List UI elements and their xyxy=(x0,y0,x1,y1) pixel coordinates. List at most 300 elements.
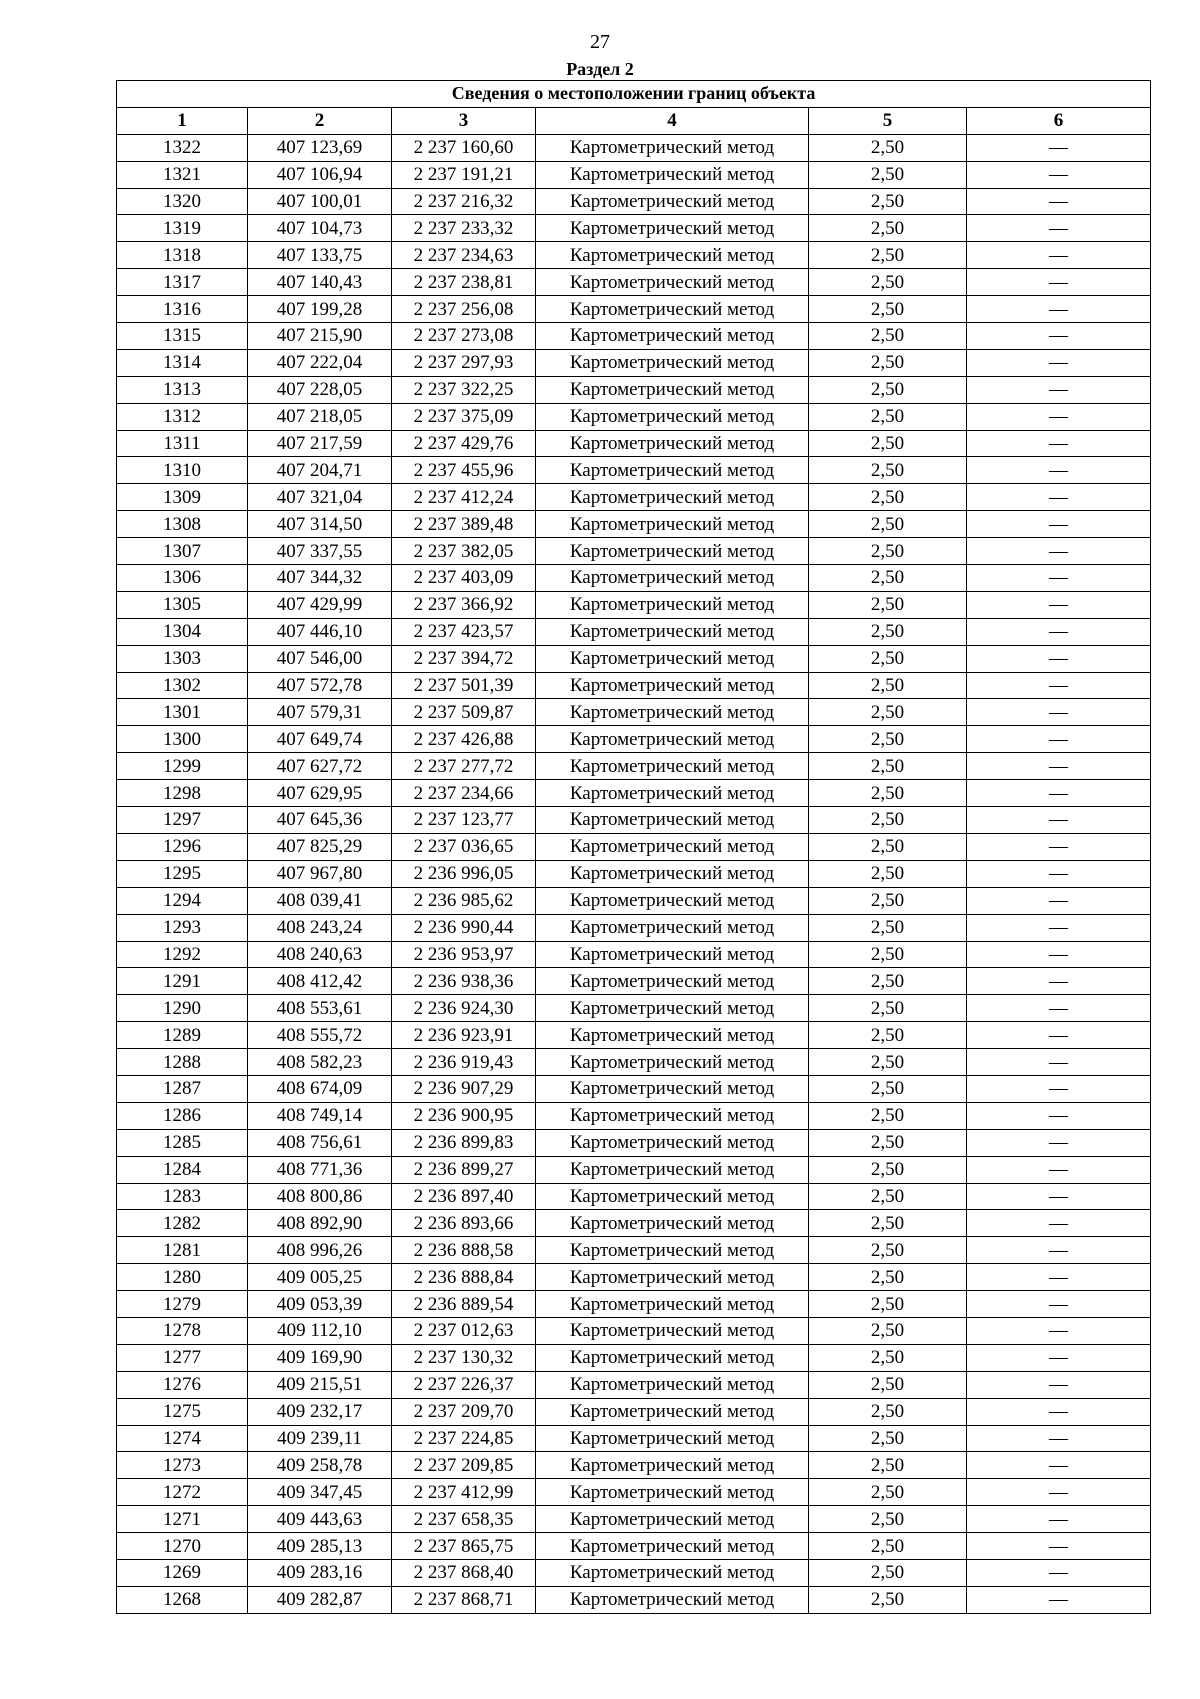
table-cell: 2,50 xyxy=(809,887,967,914)
table-cell: — xyxy=(967,161,1151,188)
table-cell: 408 553,61 xyxy=(248,995,392,1022)
table-cell: 407 217,59 xyxy=(248,430,392,457)
table-cell: 1313 xyxy=(117,376,248,403)
table-cell: 409 347,45 xyxy=(248,1479,392,1506)
table-cell: 2 237 429,76 xyxy=(392,430,536,457)
table-cell: Картометрический метод xyxy=(536,699,809,726)
table-cell: — xyxy=(967,1398,1151,1425)
table-cell: 1285 xyxy=(117,1129,248,1156)
table-caption: Сведения о местоположении границ объекта xyxy=(117,81,1151,108)
table-cell: 2 237 868,71 xyxy=(392,1586,536,1613)
table-row xyxy=(117,403,1151,430)
table-row xyxy=(117,860,1151,887)
table-cell: 2,50 xyxy=(809,1452,967,1479)
table-cell: 2 237 191,21 xyxy=(392,161,536,188)
table-cell: — xyxy=(967,1317,1151,1344)
table-row xyxy=(117,376,1151,403)
table-cell: 1293 xyxy=(117,914,248,941)
table-cell: 2 236 888,58 xyxy=(392,1237,536,1264)
table-cell: 2 237 658,35 xyxy=(392,1506,536,1533)
table-row xyxy=(117,134,1151,161)
table-cell: 2 237 216,32 xyxy=(392,188,536,215)
table-cell: 2,50 xyxy=(809,1344,967,1371)
table-row xyxy=(117,565,1151,592)
table-cell: 2 236 985,62 xyxy=(392,887,536,914)
table-cell: Картометрический метод xyxy=(536,1237,809,1264)
table-cell: 409 282,87 xyxy=(248,1586,392,1613)
table-cell: 409 053,39 xyxy=(248,1291,392,1318)
table-cell: 2 237 389,48 xyxy=(392,511,536,538)
table-cell: 2 236 897,40 xyxy=(392,1183,536,1210)
table-cell: Картометрический метод xyxy=(536,995,809,1022)
table-row xyxy=(117,323,1151,350)
table-cell: — xyxy=(967,645,1151,672)
table-cell: 1317 xyxy=(117,269,248,296)
table-cell: 2,50 xyxy=(809,1371,967,1398)
table-cell: 1307 xyxy=(117,538,248,565)
table-cell: — xyxy=(967,484,1151,511)
table-cell: 2 237 277,72 xyxy=(392,753,536,780)
table-cell: 409 283,16 xyxy=(248,1559,392,1586)
table-cell: Картометрический метод xyxy=(536,1317,809,1344)
table-cell: — xyxy=(967,1129,1151,1156)
table-cell: 2,50 xyxy=(809,1559,967,1586)
table-row xyxy=(117,242,1151,269)
table-cell: — xyxy=(967,1156,1151,1183)
table-row xyxy=(117,753,1151,780)
table-row xyxy=(117,1371,1151,1398)
table-cell: 1283 xyxy=(117,1183,248,1210)
table-cell: — xyxy=(967,1237,1151,1264)
table-cell: 2,50 xyxy=(809,430,967,457)
table-cell: 2,50 xyxy=(809,188,967,215)
table-cell: — xyxy=(967,833,1151,860)
table-cell: — xyxy=(967,753,1151,780)
table-cell: 1309 xyxy=(117,484,248,511)
table-cell: 2,50 xyxy=(809,511,967,538)
table-cell: Картометрический метод xyxy=(536,780,809,807)
table-row xyxy=(117,430,1151,457)
table-row xyxy=(117,269,1151,296)
table-cell: 1276 xyxy=(117,1371,248,1398)
table-cell: 408 749,14 xyxy=(248,1102,392,1129)
table-body xyxy=(117,134,1151,1613)
table-cell: 2,50 xyxy=(809,134,967,161)
table-cell: 2 237 375,09 xyxy=(392,403,536,430)
table-cell: 1311 xyxy=(117,430,248,457)
table-cell: Картометрический метод xyxy=(536,833,809,860)
table-cell: Картометрический метод xyxy=(536,1129,809,1156)
table-cell: 2 237 455,96 xyxy=(392,457,536,484)
table-cell: 1290 xyxy=(117,995,248,1022)
table-cell: Картометрический метод xyxy=(536,753,809,780)
table-cell: 2 237 234,66 xyxy=(392,780,536,807)
table-cell: 2,50 xyxy=(809,403,967,430)
table-cell: Картометрический метод xyxy=(536,1371,809,1398)
table-cell: 408 582,23 xyxy=(248,1049,392,1076)
table-cell: 2,50 xyxy=(809,1506,967,1533)
column-header-4: 4 xyxy=(536,107,809,134)
table-row xyxy=(117,296,1151,323)
table-cell: 2,50 xyxy=(809,376,967,403)
table-cell: 408 412,42 xyxy=(248,968,392,995)
table-cell: 407 645,36 xyxy=(248,807,392,834)
table-cell: 407 222,04 xyxy=(248,349,392,376)
table-cell: 2 237 256,08 xyxy=(392,296,536,323)
table-cell: — xyxy=(967,1102,1151,1129)
table-row xyxy=(117,1559,1151,1586)
table-cell: — xyxy=(967,618,1151,645)
table-cell: Картометрический метод xyxy=(536,1210,809,1237)
table-cell: 2,50 xyxy=(809,296,967,323)
table-cell: — xyxy=(967,376,1151,403)
table-cell: 2,50 xyxy=(809,645,967,672)
table-cell: 407 546,00 xyxy=(248,645,392,672)
table-cell: 2 237 123,77 xyxy=(392,807,536,834)
table-cell: 407 228,05 xyxy=(248,376,392,403)
table-cell: Картометрический метод xyxy=(536,1049,809,1076)
table-cell: 2,50 xyxy=(809,591,967,618)
table-cell: Картометрический метод xyxy=(536,672,809,699)
table-cell: Картометрический метод xyxy=(536,1533,809,1560)
table-cell: 409 169,90 xyxy=(248,1344,392,1371)
table-cell: Картометрический метод xyxy=(536,726,809,753)
table-cell: 2 237 130,32 xyxy=(392,1344,536,1371)
table-cell: 1282 xyxy=(117,1210,248,1237)
table-cell: 407 337,55 xyxy=(248,538,392,565)
table-cell: Картометрический метод xyxy=(536,860,809,887)
table-cell: 1279 xyxy=(117,1291,248,1318)
table-cell: — xyxy=(967,1291,1151,1318)
table-cell: 2,50 xyxy=(809,1291,967,1318)
table-cell: 408 243,24 xyxy=(248,914,392,941)
table-cell: — xyxy=(967,887,1151,914)
table-row xyxy=(117,618,1151,645)
table-cell: 1308 xyxy=(117,511,248,538)
table-cell: 1272 xyxy=(117,1479,248,1506)
table-cell: 2 236 900,95 xyxy=(392,1102,536,1129)
table-cell: 2,50 xyxy=(809,672,967,699)
table-cell: Картометрический метод xyxy=(536,1075,809,1102)
table-row xyxy=(117,1398,1151,1425)
table-cell: 1298 xyxy=(117,780,248,807)
table-row xyxy=(117,511,1151,538)
table-cell: 1318 xyxy=(117,242,248,269)
table-cell: 2 237 273,08 xyxy=(392,323,536,350)
table-cell: 408 756,61 xyxy=(248,1129,392,1156)
table-cell: Картометрический метод xyxy=(536,296,809,323)
table-cell: 2 236 888,84 xyxy=(392,1264,536,1291)
table-cell: 1274 xyxy=(117,1425,248,1452)
table-cell: Картометрический метод xyxy=(536,403,809,430)
table-cell: — xyxy=(967,941,1151,968)
table-cell: 2 237 209,85 xyxy=(392,1452,536,1479)
table-cell: 2 237 382,05 xyxy=(392,538,536,565)
table-cell: 2 236 889,54 xyxy=(392,1291,536,1318)
table-cell: — xyxy=(967,1586,1151,1613)
table-row xyxy=(117,1452,1151,1479)
table-cell: 2 237 224,85 xyxy=(392,1425,536,1452)
table-cell: 407 629,95 xyxy=(248,780,392,807)
table-cell: Картометрический метод xyxy=(536,1425,809,1452)
table-cell: 2,50 xyxy=(809,349,967,376)
table-cell: Картометрический метод xyxy=(536,1559,809,1586)
table-row xyxy=(117,484,1151,511)
table-cell: Картометрический метод xyxy=(536,591,809,618)
table-cell: 2,50 xyxy=(809,269,967,296)
table-cell: 1289 xyxy=(117,1022,248,1049)
table-cell: 409 258,78 xyxy=(248,1452,392,1479)
page-number: 27 xyxy=(590,31,610,53)
table-row xyxy=(117,780,1151,807)
table-cell: 407 446,10 xyxy=(248,618,392,645)
table-row xyxy=(117,726,1151,753)
table-cell: Картометрический метод xyxy=(536,1452,809,1479)
table-cell: 407 321,04 xyxy=(248,484,392,511)
table-cell: 2 237 865,75 xyxy=(392,1533,536,1560)
table-cell: 2 236 899,27 xyxy=(392,1156,536,1183)
table-cell: 2,50 xyxy=(809,565,967,592)
table-cell: 2,50 xyxy=(809,780,967,807)
table-cell: Картометрический метод xyxy=(536,807,809,834)
table-cell: 407 133,75 xyxy=(248,242,392,269)
table-row xyxy=(117,215,1151,242)
table-cell: 2,50 xyxy=(809,1237,967,1264)
table-row xyxy=(117,887,1151,914)
table-row xyxy=(117,1022,1151,1049)
table-cell: 2 237 366,92 xyxy=(392,591,536,618)
table-cell: — xyxy=(967,1479,1151,1506)
table-cell: Картометрический метод xyxy=(536,1291,809,1318)
table-row xyxy=(117,1479,1151,1506)
table-cell: 2,50 xyxy=(809,1210,967,1237)
table-cell: 407 215,90 xyxy=(248,323,392,350)
table-cell: 2,50 xyxy=(809,215,967,242)
table-cell: — xyxy=(967,968,1151,995)
table-cell: — xyxy=(967,1506,1151,1533)
table-cell: 1288 xyxy=(117,1049,248,1076)
table-cell: Картометрический метод xyxy=(536,349,809,376)
table-row xyxy=(117,914,1151,941)
table-cell: 1295 xyxy=(117,860,248,887)
table-cell: Картометрический метод xyxy=(536,457,809,484)
table-cell: Картометрический метод xyxy=(536,1022,809,1049)
table-cell: 408 996,26 xyxy=(248,1237,392,1264)
table-row xyxy=(117,161,1151,188)
table-cell: 407 218,05 xyxy=(248,403,392,430)
table-cell: 2 237 012,63 xyxy=(392,1317,536,1344)
table-cell: 408 771,36 xyxy=(248,1156,392,1183)
table-cell: 2,50 xyxy=(809,726,967,753)
table-row xyxy=(117,1210,1151,1237)
table-cell: Картометрический метод xyxy=(536,1506,809,1533)
table-cell: 2,50 xyxy=(809,914,967,941)
table-cell: — xyxy=(967,430,1151,457)
table-cell: Картометрический метод xyxy=(536,1156,809,1183)
table-cell: 2,50 xyxy=(809,807,967,834)
table-cell: 2,50 xyxy=(809,1102,967,1129)
table-cell: 1296 xyxy=(117,833,248,860)
table-cell: 407 572,78 xyxy=(248,672,392,699)
column-header-2: 2 xyxy=(248,107,392,134)
table-cell: — xyxy=(967,914,1151,941)
table-cell: — xyxy=(967,1559,1151,1586)
table-cell: — xyxy=(967,1371,1151,1398)
table-header-row xyxy=(117,107,1151,134)
table-row xyxy=(117,672,1151,699)
table-cell: 409 443,63 xyxy=(248,1506,392,1533)
table-cell: 2,50 xyxy=(809,699,967,726)
table-cell: 2,50 xyxy=(809,323,967,350)
table-cell: 2,50 xyxy=(809,1049,967,1076)
table-cell: Картометрический метод xyxy=(536,242,809,269)
table-cell: — xyxy=(967,269,1151,296)
table-cell: Картометрический метод xyxy=(536,269,809,296)
table-cell: 2 236 893,66 xyxy=(392,1210,536,1237)
table-cell: 408 892,90 xyxy=(248,1210,392,1237)
table-cell: 407 429,99 xyxy=(248,591,392,618)
column-header-3: 3 xyxy=(392,107,536,134)
table-cell: Картометрический метод xyxy=(536,887,809,914)
table-cell: Картометрический метод xyxy=(536,538,809,565)
table-cell: — xyxy=(967,1049,1151,1076)
table-cell: 2,50 xyxy=(809,1479,967,1506)
table-cell: — xyxy=(967,349,1151,376)
table-cell: 1286 xyxy=(117,1102,248,1129)
table-row xyxy=(117,1506,1151,1533)
table-cell: 1310 xyxy=(117,457,248,484)
table-cell: Картометрический метод xyxy=(536,215,809,242)
table-cell: 409 285,13 xyxy=(248,1533,392,1560)
table-cell: 407 204,71 xyxy=(248,457,392,484)
table-cell: 407 967,80 xyxy=(248,860,392,887)
table-row xyxy=(117,1075,1151,1102)
table-cell: 1299 xyxy=(117,753,248,780)
table-cell: 2,50 xyxy=(809,1129,967,1156)
table-cell: Картометрический метод xyxy=(536,618,809,645)
table-cell: 2 237 426,88 xyxy=(392,726,536,753)
table-cell: 407 314,50 xyxy=(248,511,392,538)
table-cell: 2 237 209,70 xyxy=(392,1398,536,1425)
table-cell: 1280 xyxy=(117,1264,248,1291)
table-cell: 2 236 907,29 xyxy=(392,1075,536,1102)
table-cell: 2,50 xyxy=(809,860,967,887)
table-cell: Картометрический метод xyxy=(536,1398,809,1425)
table-cell: — xyxy=(967,1344,1151,1371)
table-row xyxy=(117,188,1151,215)
table-cell: 407 140,43 xyxy=(248,269,392,296)
table-cell: 1277 xyxy=(117,1344,248,1371)
table-cell: 407 199,28 xyxy=(248,296,392,323)
table-cell: 2 236 938,36 xyxy=(392,968,536,995)
table-cell: Картометрический метод xyxy=(536,430,809,457)
table-cell: 2 237 322,25 xyxy=(392,376,536,403)
table-cell: — xyxy=(967,860,1151,887)
table-row xyxy=(117,349,1151,376)
table-cell: 408 240,63 xyxy=(248,941,392,968)
table-row xyxy=(117,699,1151,726)
table-row xyxy=(117,1237,1151,1264)
table-cell: — xyxy=(967,188,1151,215)
table-cell: 2,50 xyxy=(809,618,967,645)
table-cell: 2 237 036,65 xyxy=(392,833,536,860)
table-cell: — xyxy=(967,807,1151,834)
table-cell: 409 005,25 xyxy=(248,1264,392,1291)
table-cell: Картометрический метод xyxy=(536,1479,809,1506)
table-row xyxy=(117,1586,1151,1613)
table-cell: 407 344,32 xyxy=(248,565,392,592)
table-cell: Картометрический метод xyxy=(536,1264,809,1291)
table-row xyxy=(117,807,1151,834)
table-cell: 1305 xyxy=(117,591,248,618)
table-cell: 407 579,31 xyxy=(248,699,392,726)
table-cell: 408 800,86 xyxy=(248,1183,392,1210)
table-cell: — xyxy=(967,1533,1151,1560)
table-cell: 1269 xyxy=(117,1559,248,1586)
table-cell: 2,50 xyxy=(809,1425,967,1452)
table-row xyxy=(117,1264,1151,1291)
table-cell: Картометрический метод xyxy=(536,511,809,538)
table-cell: Картометрический метод xyxy=(536,161,809,188)
table-cell: Картометрический метод xyxy=(536,1344,809,1371)
table-cell: 1319 xyxy=(117,215,248,242)
column-header-6: 6 xyxy=(967,107,1151,134)
table-cell: Картометрический метод xyxy=(536,376,809,403)
table-cell: 1314 xyxy=(117,349,248,376)
table-row xyxy=(117,457,1151,484)
table-cell: Картометрический метод xyxy=(536,188,809,215)
table-cell: 2,50 xyxy=(809,1264,967,1291)
table-cell: 1302 xyxy=(117,672,248,699)
table-cell: 2 237 868,40 xyxy=(392,1559,536,1586)
table-row xyxy=(117,1291,1151,1318)
table-cell: 2,50 xyxy=(809,457,967,484)
table-cell: 1320 xyxy=(117,188,248,215)
table-cell: 2 237 233,32 xyxy=(392,215,536,242)
table-cell: 2 237 297,93 xyxy=(392,349,536,376)
table-row xyxy=(117,1049,1151,1076)
table-cell: 1300 xyxy=(117,726,248,753)
table-cell: 2 236 919,43 xyxy=(392,1049,536,1076)
table-cell: 1284 xyxy=(117,1156,248,1183)
table-cell: 2,50 xyxy=(809,753,967,780)
table-cell: — xyxy=(967,215,1151,242)
table-cell: 1291 xyxy=(117,968,248,995)
table-cell: 2 237 501,39 xyxy=(392,672,536,699)
table-cell: 2 237 509,87 xyxy=(392,699,536,726)
table-row xyxy=(117,833,1151,860)
table-cell: 2,50 xyxy=(809,1183,967,1210)
table-cell: 1297 xyxy=(117,807,248,834)
table-cell: 408 555,72 xyxy=(248,1022,392,1049)
table-cell: Картометрический метод xyxy=(536,1102,809,1129)
table-cell: Картометрический метод xyxy=(536,645,809,672)
table-cell: 1301 xyxy=(117,699,248,726)
table-cell: — xyxy=(967,511,1151,538)
table-cell: 2 237 226,37 xyxy=(392,1371,536,1398)
table-cell: — xyxy=(967,995,1151,1022)
table-row xyxy=(117,591,1151,618)
table-row xyxy=(117,1344,1151,1371)
table-cell: — xyxy=(967,591,1151,618)
table-cell: 2,50 xyxy=(809,242,967,269)
table-cell: 2,50 xyxy=(809,161,967,188)
table-cell: 2 236 899,83 xyxy=(392,1129,536,1156)
table-cell: 407 104,73 xyxy=(248,215,392,242)
table-cell: 1321 xyxy=(117,161,248,188)
table-cell: 1312 xyxy=(117,403,248,430)
table-cell: — xyxy=(967,726,1151,753)
